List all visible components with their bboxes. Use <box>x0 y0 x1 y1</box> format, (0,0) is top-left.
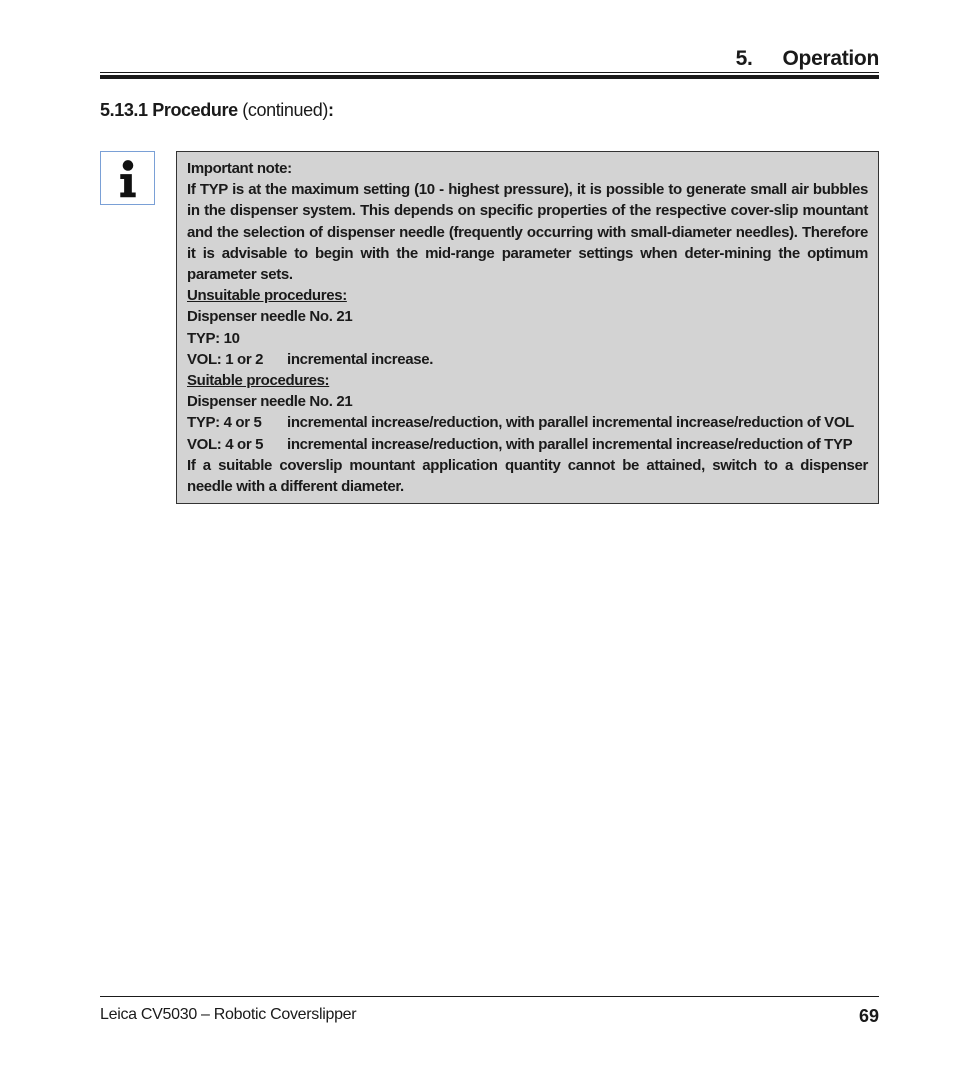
unsuitable-vol-value: incremental increase. <box>287 350 434 368</box>
important-note-box <box>176 151 879 504</box>
page-header <box>100 46 879 72</box>
unsuitable-vol-key: VOL: 1 or 2 <box>187 350 264 368</box>
header-rule-thick <box>100 75 879 79</box>
section-title-continued: (continued) <box>237 100 328 120</box>
suitable-typ-row <box>187 412 868 433</box>
note-paragraph: If TYP is at the maximum setting (10 - highest pressure), it is possible to generate small air bubbles in the dispenser system. This depends on specific properties of the respective cover-slip mountant and the selection of dispenser needle (frequently occurring with small-diameter needles). Therefore it is advisable to begin with the mid-range parameter settings when deter-mining the optimum parameter sets. <box>187 181 868 284</box>
unsuitable-heading: Unsuitable procedures: <box>187 287 347 305</box>
section-title-colon: : <box>327 100 334 120</box>
suitable-vol-row <box>187 434 868 455</box>
section-title-bold: 5.13.1 Procedure <box>100 100 238 120</box>
note-closing: If a suitable coverslip mountant application quantity cannot be attained, switch to a dispenser needle with a different diameter. <box>187 456 868 496</box>
note-heading: Important note: <box>187 160 292 177</box>
suitable-typ-key: TYP: 4 or 5 <box>187 414 262 432</box>
unsuitable-vol-row <box>187 349 868 370</box>
suitable-vol-value: incremental increase/reduction, with parallel incremental increase/reduction of TYP <box>287 435 853 453</box>
suitable-vol-key: VOL: 4 or 5 <box>187 435 264 453</box>
info-icon <box>100 151 155 205</box>
section-title <box>100 100 334 121</box>
unsuitable-typ: TYP: 10 <box>187 329 240 347</box>
chapter-title: Operation <box>782 47 879 70</box>
suitable-heading: Suitable procedures: <box>187 372 330 390</box>
suitable-typ-value: incremental increase/reduction, with parallel incremental increase/reduction of VOL <box>287 414 854 432</box>
footer-product: Leica CV5030 – Robotic Coverslipper <box>100 1006 357 1023</box>
header-rule-thin <box>100 72 879 73</box>
page-number: 69 <box>858 1006 879 1026</box>
info-icon-glyph <box>101 152 154 204</box>
footer-rule <box>100 996 879 997</box>
unsuitable-needle: Dispenser needle No. 21 <box>187 308 353 326</box>
suitable-needle: Dispenser needle No. 21 <box>187 393 353 411</box>
chapter-number: 5. <box>735 47 753 70</box>
